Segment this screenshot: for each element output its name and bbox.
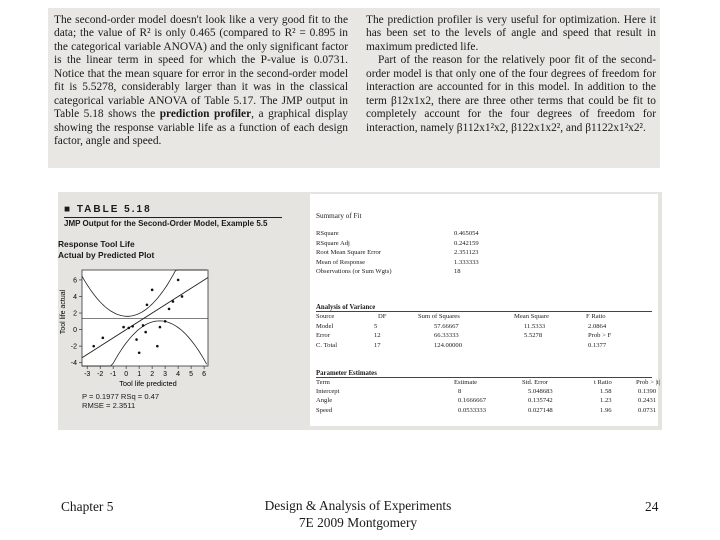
anova-row: [316, 342, 652, 351]
param-title: Parameter Estimates: [316, 370, 377, 377]
param-term: Intercept: [316, 388, 340, 395]
param-prob: 0.0731: [638, 406, 657, 414]
param-row: [316, 388, 657, 397]
anova-header-row: [316, 313, 652, 322]
anova-row: [316, 332, 652, 341]
data-point: [131, 325, 134, 328]
table-figure: [58, 192, 662, 430]
x-tick-label: 0: [124, 371, 129, 378]
y-tick-label: 0: [73, 327, 77, 335]
x-tick-label: 2: [150, 371, 155, 378]
data-point: [181, 295, 184, 298]
param-header: Estimate: [454, 379, 478, 386]
anova-rule: [316, 311, 652, 312]
footer-book-line1: Design & Analysis of Experiments: [264, 498, 452, 513]
anova-ss: 66.33333: [434, 332, 459, 340]
summary-value: 1.333333: [454, 258, 479, 266]
anova-header: Mean Square: [514, 313, 549, 320]
anova-f: Prob > F: [588, 332, 612, 340]
x-tick-label: 4: [176, 371, 181, 378]
data-point: [135, 338, 138, 341]
right-paragraph-1: The prediction profiler is very useful for optimization. Here it has been set to the levels of angle and speed that result in maximum predicted life.: [366, 14, 656, 53]
x-tick-label: -1: [110, 371, 117, 378]
stats-line-2: RMSE = 2.3511: [82, 401, 136, 410]
summary-row: [316, 249, 652, 258]
data-point: [101, 337, 104, 340]
y-tick-label: 6: [73, 277, 77, 285]
data-point: [144, 331, 147, 334]
summary-value: 18: [454, 268, 461, 276]
param-estimate: 8: [458, 388, 462, 395]
anova-f: 0.1377: [588, 341, 607, 349]
x-tick-label: 6: [202, 371, 207, 378]
param-header: Term: [316, 379, 330, 386]
param-estimate: 0.0533333: [458, 406, 487, 414]
summary-row: [316, 240, 652, 249]
footer-chapter: Chapter 5: [61, 499, 114, 514]
data-point: [172, 300, 175, 303]
param-row: [316, 397, 657, 406]
data-point: [168, 308, 171, 311]
y-tick-label: 2: [73, 310, 77, 318]
anova-ms: 5.5278: [524, 332, 543, 340]
left-bold: prediction profiler: [159, 108, 252, 121]
anova-ss: 57.66667: [434, 323, 459, 330]
left-tail: , a graphical display showing the response variable life as a function of each design factor, angle and speed.: [54, 108, 348, 148]
summary-value: 0.242159: [454, 239, 479, 247]
data-point: [127, 327, 130, 330]
y-tick-label: 4: [73, 293, 77, 301]
param-header-row: [316, 379, 660, 388]
summary-value: 0.465054: [454, 230, 479, 237]
data-point: [151, 289, 154, 292]
y-tick-label: -4: [70, 360, 77, 368]
param-t-ratio: 1.23: [600, 397, 612, 405]
footer-page-number: 24: [645, 499, 659, 514]
anova-ms: 11.5333: [524, 323, 546, 330]
param-t-ratio: 1.96: [600, 406, 612, 414]
data-point: [146, 303, 149, 306]
anova-header: F Ratio: [586, 313, 606, 320]
left-text: The second-order model doesn't look like a very good fit to the data; the value of R² is only 0.465 (compared to R² = 0.895 in the categorical variable ANOVA) and the only significant factor is the linear term in speed for which the P-value is 0.0731. Notice that the mean square for error in the second-order model fit is 5.5278, considerably larger than it was in the classical categorical variable ANOVA of Table 5.17. The JMP output in Table 5.18 shows the: [54, 14, 348, 121]
x-tick-label: -3: [84, 371, 91, 378]
x-tick-label: 3: [163, 371, 168, 378]
param-term: Angle: [316, 397, 333, 405]
anova-header: Sum of Squares: [418, 313, 460, 320]
plot-title-line2: Actual by Predicted Plot: [58, 250, 155, 260]
param-rule: [316, 377, 652, 378]
anova-source: Model: [316, 323, 334, 330]
anova-f: 2.0864: [588, 323, 607, 330]
plot-title-line1: Response Tool Life: [58, 239, 135, 249]
data-point: [92, 345, 95, 348]
anova-header: Source: [316, 313, 335, 320]
summary-row: [316, 230, 652, 239]
y-tick-label: -2: [70, 343, 77, 351]
table-subtitle: JMP Output for the Second-Order Model, Example 5.5: [64, 217, 282, 228]
actual-by-predicted-plot: [58, 262, 218, 398]
summary-row: [316, 268, 652, 277]
summary-label: Mean of Response: [316, 258, 366, 266]
param-row: [316, 406, 657, 416]
jmp-report: [310, 194, 658, 426]
data-point: [138, 351, 141, 354]
param-term: Speed: [316, 406, 333, 414]
right-paragraph-2: Part of the reason for the relatively poor fit of the second-order model is that only one of the four degrees of freedom for interaction are accounted for in this model. In addition to the term β12x1x2, there are three other terms that could be fit to completely account for the four degrees of freedom for interaction, namely β112x1²x2, β122x1x2², and β1122x1²x2².: [366, 54, 656, 134]
param-std-error: 5.048683: [528, 388, 553, 395]
table-label: ■ TABLE 5.18: [64, 204, 152, 215]
text-excerpt: [48, 8, 660, 168]
text-right-column: [366, 14, 656, 135]
footer-book: [236, 497, 480, 531]
anova-df: 5: [374, 323, 378, 330]
param-t-ratio: 1.58: [600, 388, 612, 395]
x-axis-label: Tool life predicted: [119, 379, 177, 388]
x-tick-label: 1: [137, 371, 142, 378]
summary-row: [316, 259, 652, 268]
data-point: [177, 279, 180, 282]
param-header: t Ratio: [594, 379, 612, 386]
plot-title: [58, 239, 154, 261]
footer-book-line2: 7E 2009 Montgomery: [298, 515, 418, 530]
summary-title: Summary of Fit: [316, 212, 362, 220]
anova-source: C. Total: [316, 341, 338, 349]
param-estimate: 0.1666667: [458, 397, 487, 405]
summary-value: 2.351123: [454, 249, 479, 257]
y-axis-label: Tool life actual: [60, 289, 67, 335]
anova-ss: 124.00000: [434, 341, 463, 349]
anova-source: Error: [316, 332, 330, 340]
anova-df: 12: [374, 332, 381, 340]
anova-header: DF: [378, 313, 387, 320]
summary-label: Root Mean Square Error: [316, 249, 382, 257]
data-point: [164, 320, 167, 323]
data-point: [159, 326, 162, 329]
anova-title: Analysis of Variance: [316, 304, 376, 311]
anova-row: [316, 323, 652, 332]
param-std-error: 0.027148: [528, 406, 553, 414]
data-point: [142, 324, 145, 327]
param-header: Prob > |t|: [636, 379, 660, 386]
param-header: Std. Error: [522, 379, 549, 386]
x-tick-label: -2: [97, 371, 104, 378]
summary-label: Observations (or Sum Wgts): [316, 268, 392, 276]
data-point: [122, 326, 125, 329]
text-left-column: [54, 14, 348, 149]
param-std-error: 0.135742: [528, 397, 553, 405]
stats-line-1: P = 0.1977 RSq = 0.47: [82, 392, 160, 401]
x-tick-label: 5: [189, 371, 194, 378]
summary-label: RSquare Adj: [316, 239, 350, 247]
param-prob: 0.2431: [638, 397, 657, 405]
summary-label: RSquare: [316, 230, 339, 237]
param-prob: 0.1390: [638, 388, 657, 395]
data-point: [156, 345, 159, 348]
anova-df: 17: [374, 341, 381, 349]
